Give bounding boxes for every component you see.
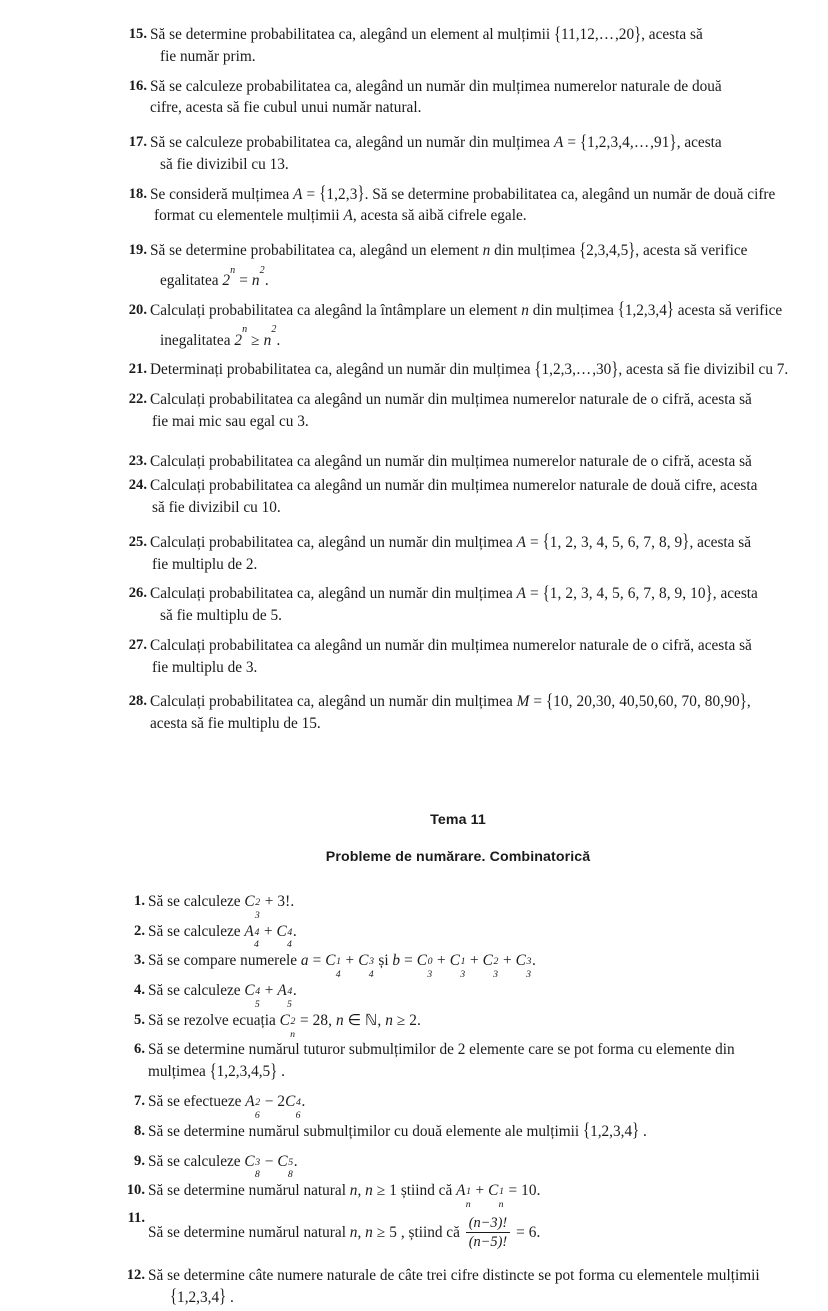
item-line2: să fie multiplu de 5. [160, 607, 282, 625]
item-line2: mulțimea {1,2,3,4,5} . [148, 1061, 285, 1082]
problem-item [122, 921, 794, 951]
item-number: 9. [134, 1152, 145, 1169]
item-text: Calculați probabilitatea ca, alegând un număr din mulțimea [150, 533, 517, 551]
item-line2: format cu elementele mulțimii A, acesta să aibă cifrele egale. [154, 207, 527, 225]
variable-n: n [482, 242, 491, 260]
item-number: 2. [134, 922, 145, 939]
item-body: Să se compare numerele a = C 1 4 + C 3 4 și b = C 0 3 + C 1 3 + C 2 3 + C 3 3 . [148, 952, 536, 981]
item-line2: să fie divizibil cu 13. [160, 155, 289, 173]
item-text: Să se determine numărul submulțimilor cu două elemente ale mulțimii [148, 1122, 584, 1140]
item-text: Să se determine probabilitatea ca, alegând un element al mulțimii [150, 26, 554, 43]
problem-item [122, 475, 794, 518]
item-line2: fie mai mic sau egal cu 3. [152, 412, 309, 430]
item-math-set: {1,2,3,4} [583, 1120, 640, 1142]
item-text: Să se compare numerele [148, 952, 301, 970]
item-math-set: {1,2,3,4} [617, 299, 674, 321]
problem-item [122, 1180, 794, 1211]
item-math-set: {1,2,3,4} [170, 1287, 227, 1308]
item-math-set: {11,12,…,20} [553, 24, 642, 45]
problem-item [122, 1010, 794, 1040]
problem-item [122, 451, 794, 473]
problem-item [122, 184, 794, 228]
tema-subtitle: Probleme de numărare. Combinatorică [325, 848, 591, 865]
equation-19: $2^n = n^2$ [222, 264, 265, 289]
set-symbol-a: A [343, 207, 353, 225]
item-text: Să se calculeze [148, 1152, 245, 1170]
formula-5: C 2 n = 28, n ∈ ℕ, n ≥ 2 [279, 1010, 418, 1040]
item-number: 4. [134, 981, 145, 998]
item-text: Să se determine numărul tuturor submulțimilor de 2 elemente care se pot forma cu elemente din [148, 1041, 735, 1059]
item-body: Să se determine numărul natural n, n ≥ 1 știind că A 1 n + C 1 n = 10. [148, 1182, 541, 1211]
item-text: Calculați probabilitatea ca, alegând un număr din mulțimea [150, 585, 517, 603]
item-math-set: A = {1, 2, 3, 4, 5, 6, 7, 8, 9, 10} [516, 583, 713, 604]
item-math-set: A = {1,2,3} [293, 183, 365, 205]
equation-20: $2^n \ge n^2$ [234, 324, 277, 349]
page-content [122, 24, 794, 1310]
item-body: Să se determine probabilitatea ca, alegând un element n din mulțimea {2,3,4,5}, acesta să verifice [150, 240, 748, 261]
item-body: Să se calculeze C 2 3 + 3!. [148, 892, 295, 921]
item-body: Să se efectueze A 2 6 − 2C 4 6 . [148, 1092, 306, 1121]
formula-4: C 4 5 + A 4 5 [244, 981, 293, 1010]
problem-item [122, 635, 794, 678]
item-body: Să se determine numărul submulțimilor cu două elemente ale mulțimii {1,2,3,4} . [148, 1120, 647, 1142]
item-number: 15. [128, 26, 147, 42]
item-body [150, 583, 794, 605]
item-text: Să se calculeze [148, 892, 245, 910]
item-number: 23. [128, 452, 147, 469]
formula-1: C 2 3 + 3! [244, 892, 291, 921]
tema-heading: Tema 11 [430, 811, 486, 828]
item-body: Să se calculeze A 4 4 + C 4 4 . [148, 922, 297, 951]
item-number: 3. [134, 952, 145, 969]
formula-10: A 1 n + C 1 n = 10 [456, 1182, 537, 1211]
item-text: Calculați probabilitatea ca alegând un număr din mulțimea numerelor naturale de o cifră, acesta să [150, 452, 752, 470]
problem-item [122, 359, 794, 381]
item-number: 20. [128, 301, 147, 318]
problem-item [122, 1265, 794, 1309]
item-number: 11. [127, 1209, 145, 1226]
item-line2: fie multiplu de 2. [152, 555, 258, 573]
problem-item [122, 1151, 794, 1181]
problem-item [122, 1121, 794, 1143]
item-number: 6. [134, 1041, 145, 1058]
item-line2: egalitatea $2^n = n^2$. [160, 264, 269, 289]
problem-item [122, 24, 794, 68]
item-number: 25. [128, 533, 147, 550]
item-line2: {1,2,3,4} . [170, 1287, 234, 1308]
variable-n: n [349, 1224, 358, 1242]
problem-item [122, 1091, 794, 1121]
problem-item [122, 389, 794, 432]
formula-11-value: = 6 [512, 1224, 537, 1242]
item-text-after: . Să se determine probabilitatea ca, alegând un număr de două cifre [364, 185, 776, 203]
item-line2: fie număr prim. [160, 47, 256, 65]
formula-2: A 4 4 + C 4 4 [244, 922, 293, 951]
item-text-after: , acesta [676, 134, 722, 151]
item-number: 22. [128, 391, 147, 408]
item-text-after: , acesta să [689, 533, 752, 551]
problem-item [122, 691, 794, 735]
item-body [150, 691, 794, 713]
item-math-set: {1,2,3,…,30} [534, 359, 619, 380]
problem-item [122, 980, 794, 1010]
constraint-n: n ≥ 1 [365, 1182, 398, 1200]
variable-n: n [521, 301, 529, 319]
variable-n: n [349, 1182, 358, 1200]
item-text: Să se rezolve ecuația [148, 1011, 280, 1029]
item-text-after: , acesta să verifice [635, 242, 748, 260]
item-text-after: , acesta să fie divizibil cu 7. [618, 361, 789, 379]
item-number: 21. [128, 361, 147, 378]
item-number: 1. [134, 892, 145, 909]
item-body: Calculați probabilitatea ca alegând la întâmplare un element n din mulțimea {1,2,3,4} acesta să verifice [150, 299, 783, 321]
item-line2: acesta să fie multiplu de 15. [150, 715, 321, 733]
item-body [150, 532, 794, 554]
item-math-set: {1,2,3,4,5} [209, 1061, 278, 1082]
item-line2: cifre, acesta să fie cubul unui număr natural. [150, 99, 422, 117]
item-number: 12. [126, 1267, 145, 1284]
item-text: Să se determine câte numere naturale de câte trei cifre distincte se pot forma cu elementele mulțimii [148, 1267, 760, 1285]
item-text: Determinați probabilitatea ca, alegând un număr din mulțimea [150, 361, 535, 379]
item-body [150, 132, 794, 154]
item-number: 27. [128, 636, 147, 653]
problem-item [122, 532, 794, 576]
item-body [150, 359, 794, 381]
item-number: 8. [134, 1122, 145, 1139]
formula-3b: b = C 0 3 + C 1 3 + C 2 3 + C 3 3 [392, 952, 532, 981]
item-line2: să fie divizibil cu 10. [152, 498, 281, 516]
item-number: 16. [128, 77, 147, 94]
item-text: Să se efectueze [148, 1092, 246, 1110]
item-text: Calculați probabilitatea ca alegând un număr din mulțimea numerelor naturale de o cifră, acesta să [150, 636, 752, 654]
item-number: 18. [128, 185, 147, 202]
problem-item [122, 300, 794, 352]
item-text-after: , acesta [712, 585, 758, 603]
conjunction-si: și [378, 952, 389, 970]
item-body: Să se calculeze C 3 8 − C 5 8 . [148, 1152, 298, 1181]
item-text: Să se calculeze [148, 922, 245, 940]
item-body: Să se calculeze C 4 5 + A 4 5 . [148, 981, 297, 1010]
item-text-after: , acesta să [641, 26, 703, 43]
item-number: 28. [128, 693, 147, 710]
formula-7: A 2 6 − 2C 4 6 [245, 1092, 301, 1121]
problem-item [122, 891, 794, 921]
formula-11-fraction: $\frac{(n-3)!}{(n-5)!}$ [466, 1215, 510, 1250]
item-number: 26. [128, 585, 147, 602]
item-number: 17. [128, 134, 147, 150]
item-line2: fie multiplu de 3. [152, 658, 258, 676]
problem-item [122, 132, 794, 176]
item-body: Să se determine numărul natural n, n ≥ 5 , știind că $\frac{(n-3)!}{(n-5)!}$ = 6. [148, 1215, 541, 1251]
item-number: 24. [128, 477, 147, 494]
item-number: 5. [134, 1011, 145, 1028]
item-body [150, 24, 794, 46]
formula-9: C 3 8 − C 5 8 [244, 1152, 294, 1181]
problem-item [122, 950, 794, 981]
constraint-n: n ≥ 5 [365, 1224, 398, 1242]
item-math-set: M = {10, 20,30, 40,50,60, 70, 80,90} [516, 691, 747, 712]
item-math-set: A = {1, 2, 3, 4, 5, 6, 7, 8, 9} [516, 531, 690, 553]
item-text: Să se calculeze probabilitatea ca, alegând un număr din mulțimea numerelor naturale de două [150, 77, 722, 95]
item-line2: inegalitatea $2^n \ge n^2$. [160, 324, 281, 349]
item-number: 10. [126, 1182, 145, 1199]
problem-item [122, 240, 794, 292]
formula-3a: a = C 1 4 + C 3 4 [300, 952, 375, 981]
problem-item [122, 1210, 794, 1257]
item-number: 19. [128, 242, 147, 259]
item-body: Să se rezolve ecuația C 2 n = 28, n ∈ ℕ, n ≥ 2. [148, 1010, 421, 1040]
problem-item [122, 76, 794, 119]
item-text: Să se calculeze [148, 981, 245, 999]
item-math-set: {2,3,4,5} [579, 240, 636, 261]
item-text: Calculați probabilitatea ca, alegând un număr din mulțimea [150, 693, 517, 711]
item-text: Se consideră mulțimea [150, 185, 294, 203]
problem-item [122, 583, 794, 627]
item-number: 7. [134, 1092, 145, 1109]
item-text: Calculați probabilitatea ca alegând un număr din mulțimea numerelor naturale de două cifre, acesta [150, 477, 758, 495]
item-text: Să se calculeze probabilitatea ca, alegând un număr din mulțimea [150, 134, 554, 151]
item-body [150, 184, 794, 206]
item-text: Calculați probabilitatea ca alegând un număr din mulțimea numerelor naturale de o cifră, acesta să [150, 391, 752, 409]
item-math-set: A = {1,2,3,4,…,91} [553, 132, 677, 153]
problem-item [122, 1039, 794, 1083]
item-text-after: , [746, 693, 751, 711]
